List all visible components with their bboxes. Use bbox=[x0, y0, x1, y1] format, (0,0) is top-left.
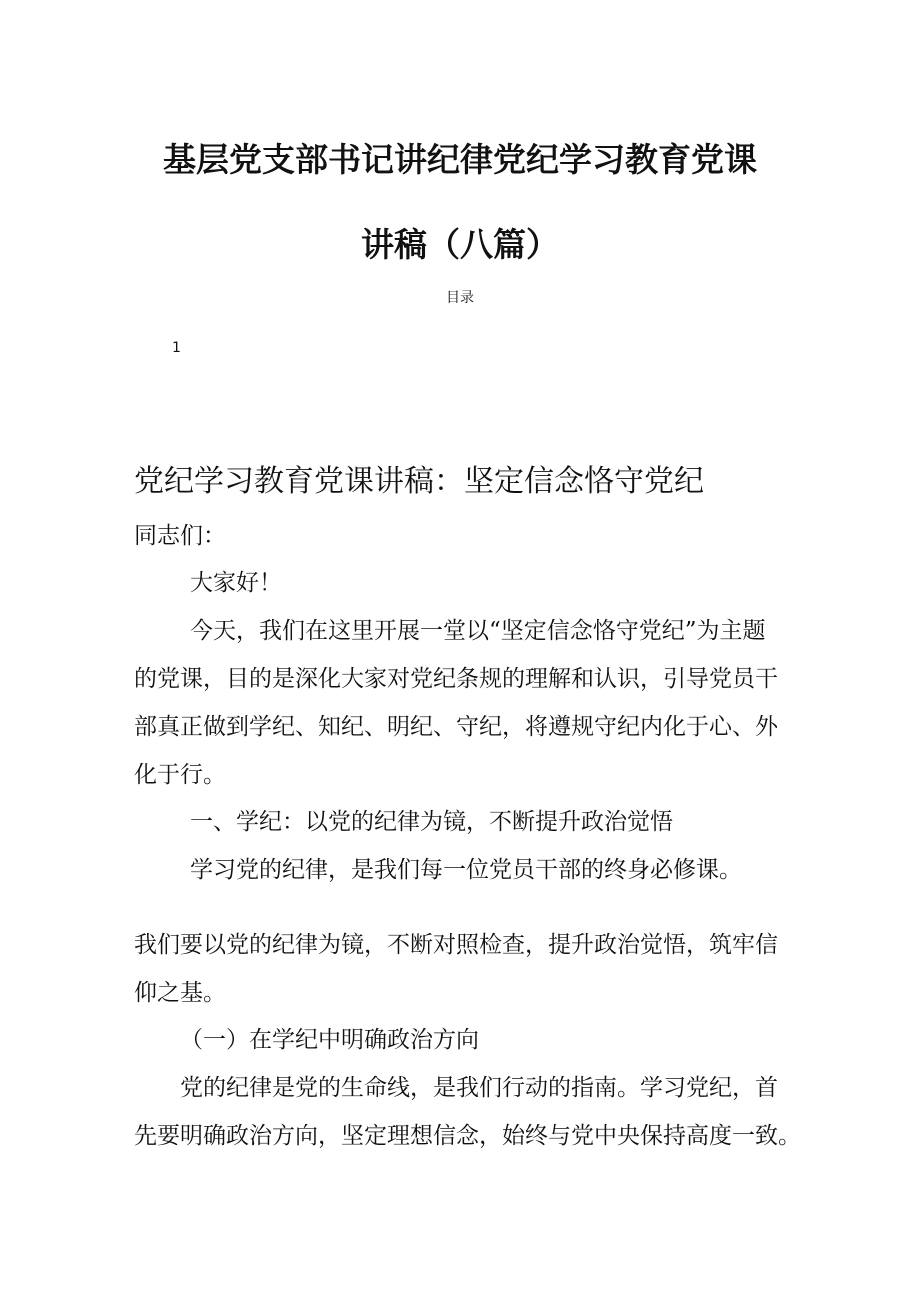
subheading-level-2: （一）在学纪中明确政治方向 bbox=[180, 1027, 479, 1053]
salutation: 同志们： bbox=[134, 523, 226, 549]
paragraph-line: 今天，我们在这里开展一堂以“坚定信念恪守党纪”为主题 bbox=[190, 618, 766, 644]
paragraph-line: 的党课，目的是深化大家对党纪条规的理解和认识，引导党员干 bbox=[134, 666, 778, 692]
paragraph-line: 党的纪律是党的生命线，是我们行动的指南。学习党纪，首 bbox=[180, 1075, 778, 1101]
subheading-level-1: 一、学纪：以党的纪律为镜，不断提升政治觉悟 bbox=[190, 809, 673, 835]
paragraph-line: 部真正做到学纪、知纪、明纪、守纪，将遵规守纪内化于心、外 bbox=[134, 714, 778, 740]
greeting: 大家好！ bbox=[190, 570, 282, 596]
toc-entry: 1 bbox=[172, 340, 181, 356]
document-title-line-1: 基层党支部书记讲纪律党纪学习教育党课 bbox=[163, 140, 757, 179]
paragraph-line: 化于行。 bbox=[134, 762, 226, 788]
paragraph-line: 仰之基。 bbox=[134, 980, 226, 1006]
section-heading: 党纪学习教育党课讲稿：坚定信念恪守党纪 bbox=[134, 464, 704, 499]
paragraph-line: 我们要以党的纪律为镜，不断对照检查，提升政治觉悟，筑牢信 bbox=[134, 932, 778, 958]
document-title-line-2: 讲稿（八篇） bbox=[361, 225, 559, 264]
paragraph-line: 先要明确政治方向，坚定理想信念，始终与党中央保持高度一致。 bbox=[134, 1123, 801, 1149]
toc-label: 目录 bbox=[446, 290, 474, 306]
paragraph-line: 学习党的纪律，是我们每一位党员干部的终身必修课。 bbox=[190, 857, 742, 883]
